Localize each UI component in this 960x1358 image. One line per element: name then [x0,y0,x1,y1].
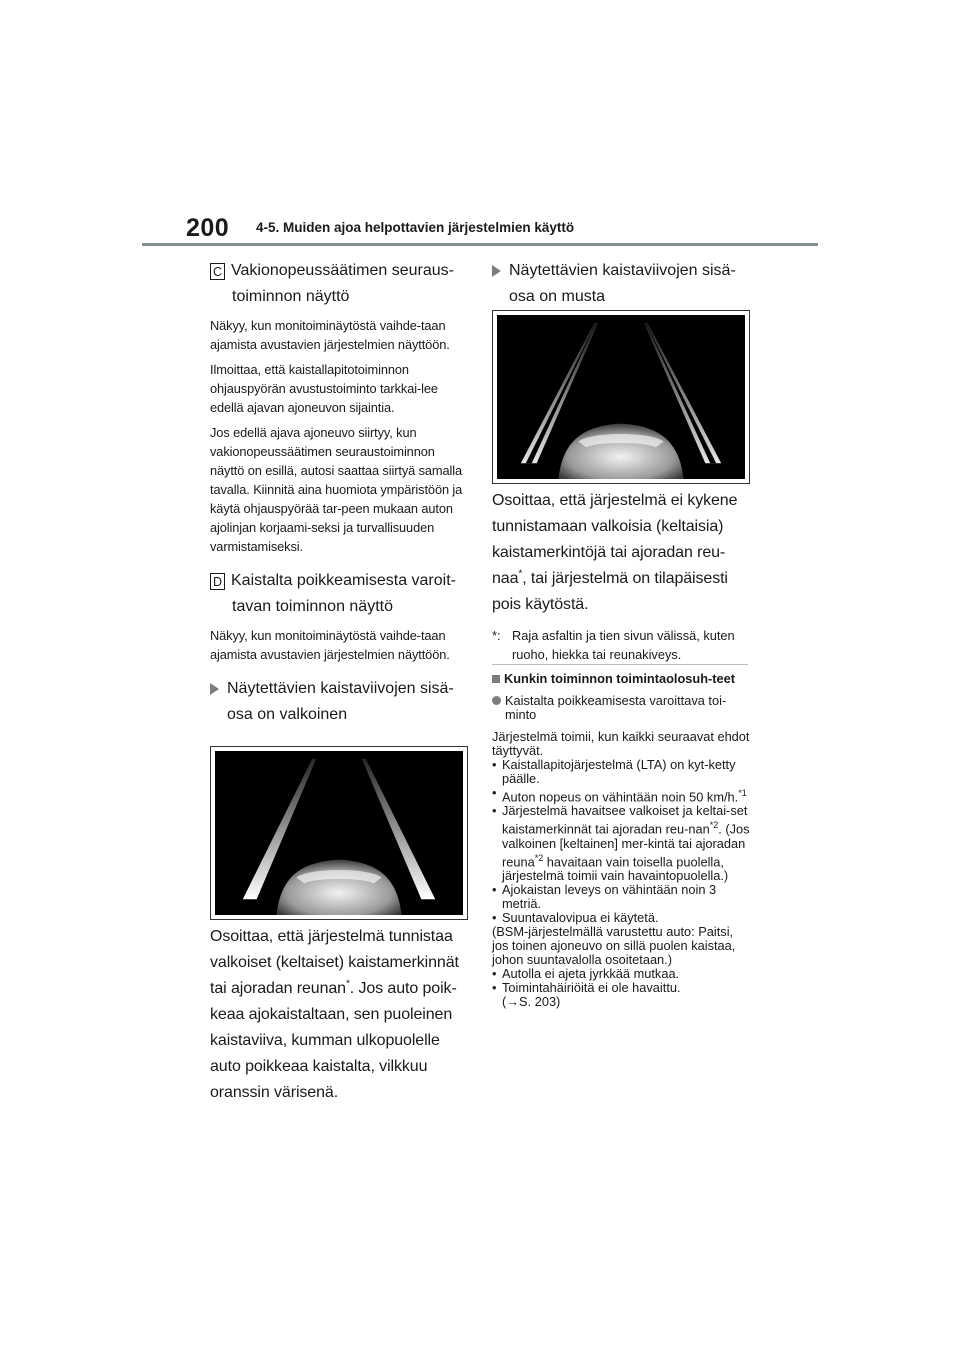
page-number: 200 [186,214,230,242]
conditions-heading: Kunkin toiminnon toimintaolosuh-teet [492,672,750,686]
list-item: • Ajokaistan leveys on vähintään noin 3 metriä. [492,881,717,911]
list-item: • Kaistallapitojärjestelmä (LTA) on kyt-ketty päälle. [492,757,736,786]
paragraph: Jos edellä ajava ajoneuvo siirtyy, kun vakionopeussäätimen seuraustoiminnon näyttö on esillä, autosi saattaa siirtyä samalla tavalla. Kiinnitä aina huomiota ympäristöön ja käytä ohjauspyörää tar-peen mukaan auton ajolinjan korjaami-seksi ja turvallisuuden varmistamiseksi. [210,425,463,554]
lane-display-white-image [210,746,468,920]
footnote-text: Raja asfaltin ja tien sivun välissä, kuten ruoho, hiekka tai reunakiveys. [512,628,735,662]
subheading-white-line2: osa on valkoinen [227,706,348,723]
white-desc-b: . Jos auto poik-keaa ajokaistaltaan, sen puoleinen kaistaviiva, kumman ulkopuolelle auto poikkeaa kaistalta, vilkkuu oranssin värisenä. [210,980,457,1101]
right-column [492,258,746,310]
heading-d-line1: Kaistalta poikkeamisesta varoit- [231,572,456,589]
heading-d-line2: tavan toiminnon näyttö [232,598,393,615]
list-item: • Suuntavalovipua ei käytetä. [492,909,659,925]
header-rule [142,243,818,246]
white-desc-a: Osoittaa, että järjestelmä tunnistaa valkoiset (keltaiset) kaistamerkinnät tai ajoradan reunan [210,928,459,997]
section-title: 4-5. Muiden ajoa helpottavien järjestelmien käyttö [256,220,575,235]
footnote-mark: *: [492,628,501,643]
paragraph: Näkyy, kun monitoiminäytöstä vaihde-taan ajamista avustavien järjestelmien näyttöön. [210,628,450,662]
subheading-white [210,676,464,728]
page-reference-link[interactable]: (→S. 203) [502,993,561,1009]
triangle-bullet-icon [210,683,219,695]
list-item: • Autolla ei ajeta jyrkkää mutkaa. [492,965,680,981]
left-column [210,258,464,728]
separator-rule [492,664,748,665]
list-item: • Järjestelmä havaitsee valkoiset ja keltai-set kaistamerkinnät tai ajoradan reu-nan$^{*2}$. (Jos valkoinen [keltainen] mer-kintä tai ajoradan reuna$^{*2}$ havaitaan vain toisella puolella, järjestelmä toimii vain havaintopuolella.) [492,803,750,883]
list-item: • Auton nopeus on vähintään noin 50 km/h.$^{*1}$ [492,785,747,805]
lane-white-illustration [215,751,463,915]
conditions-intro: Järjestelmä toimii, kun kaikki seuraavat ehdot täyttyvät. [492,729,750,758]
conditions-section [492,672,750,1009]
white-description [210,924,464,1106]
lane-display-black-image [492,310,750,484]
black-desc-b: , tai järjestelmä on tilapäisesti pois käytöstä. [492,570,728,613]
triangle-bullet-icon [492,265,501,277]
letter-c-box: C [210,263,225,280]
black-desc-a: Osoittaa, että järjestelmä ei kykene tunnistamaan valkoisia (keltaisia) kaistamerkintöjä tai ajoradan reu-naa [492,492,738,587]
heading-c [210,258,464,284]
subheading-white-line1: Näytettävien kaistaviivojen sisä- [227,680,454,697]
black-description [492,488,746,664]
square-bullet-icon [492,675,500,683]
heading-d [210,568,464,594]
paragraph: Ilmoittaa, että kaistallapitotoiminnon ohjauspyörän avustustoiminto tarkkai-lee edellä ajavan ajoneuvon sijaintia. [210,362,438,415]
paragraph: Näkyy, kun monitoiminäytöstä vaihde-taan ajamista avustavien järjestelmien näyttöön. [210,318,450,352]
letter-d-box: D [210,573,225,590]
heading-c-line1: Vakionopeussäätimen seuraus- [231,262,454,279]
subheading-black-line1: Näytettävien kaistaviivojen sisä- [509,262,736,279]
footnote-ref: * [345,978,350,990]
subheading-black [492,258,746,310]
bsm-note: (BSM-järjestelmällä varustettu auto: Paitsi, jos toinen ajoneuvo on sillä puolen kaistaa, johon suuntavalolla osoitetaan.) [492,923,736,967]
footnote-ref: * [518,568,523,580]
footnote [492,626,746,664]
subheading-black-line2: osa on musta [509,288,606,305]
lane-black-illustration [497,315,745,479]
list-item: • Toimintahäiriöitä ei ole havaittu. [492,979,681,995]
function-item: Kaistalta poikkeamisesta varoittava toi-minto [492,694,750,722]
heading-c-line2: toiminnon näyttö [232,288,350,305]
circle-bullet-icon [492,696,501,705]
